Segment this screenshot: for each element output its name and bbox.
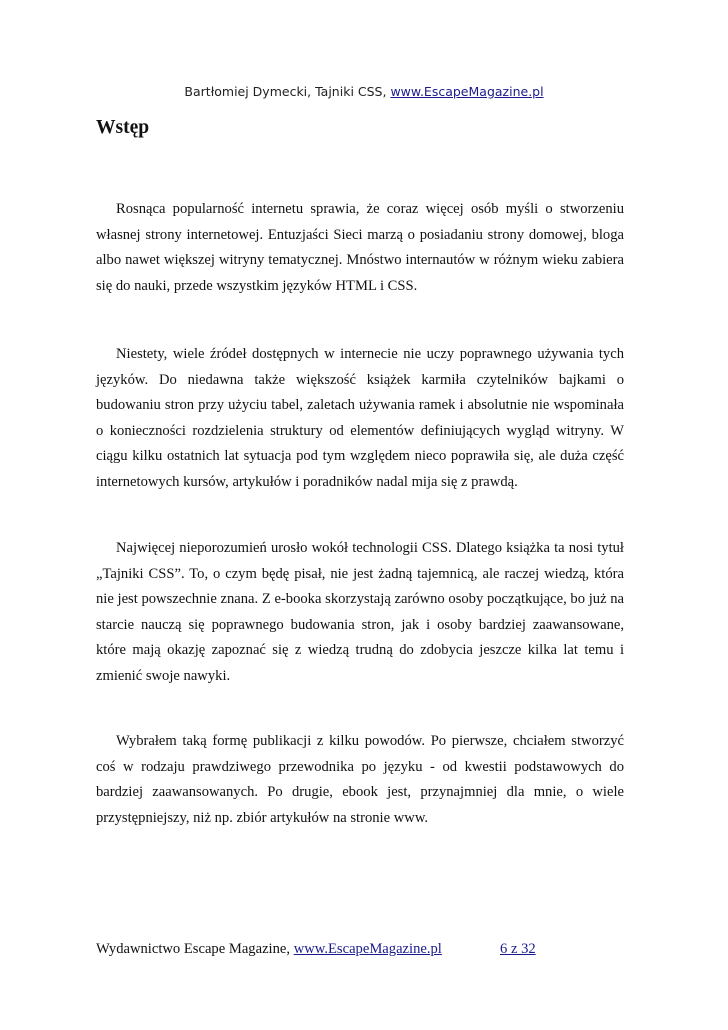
paragraph-1: Rosnąca popularność internetu sprawia, że coraz więcej osób myśli o stworzeniu własnej strony internetowej. Entuzjaści Sieci marzą o posiadaniu strony domowej, bloga albo nawet większej witryny tematycznej. Mnóstwo internautów w różnym wieku zabiera się do nauki, przede wszystkim języków HTML i CSS. — [96, 201, 624, 294]
header-author-title: Bartłomiej Dymecki, Tajniki CSS, — [184, 84, 391, 99]
paragraph-4: Wybrałem taką formę publikacji z kilku powodów. Po pierwsze, chciałem stworzyć coś w rodzaju prawdziwego przewodnika po języku - od kwestii podstawowych do bardziej zaawansowanych. Po drugie, ebook jest, przynajmniej dla mnie, o wiele przystępniejszy, niż np. zbiór artykułów na stronie www. — [96, 733, 624, 826]
header-website-link[interactable]: www.EscapeMagazine.pl — [390, 84, 544, 99]
page-number[interactable]: 6 z 32 — [500, 941, 536, 957]
page-header — [0, 84, 728, 99]
paragraph-3: Najwięcej nieporozumień urosło wokół technologii CSS. Dlatego książka ta nosi tytuł „Tajniki CSS”. To, o czym będę pisał, nie jest żadną tajemnicą, ale raczej wiedzą, która nie jest powszechnie znana. Z e-booka skorzystają zarówno osoby początkujące, bo już na starcie nauczą się poprawnego budowania stron, jak i osoby bardziej zaawansowane, które mają okazję zapoznać się z wiedzą trudną do zdobycia jeszcze kilka lat temu i zmienić swoje nawyki. — [96, 540, 624, 684]
footer-website-link[interactable]: www.EscapeMagazine.pl — [293, 941, 442, 957]
footer-publisher: Wydawnictwo Escape Magazine, — [96, 941, 294, 957]
page-title: Wstęp — [96, 117, 150, 138]
paragraph-2: Niestety, wiele źródeł dostępnych w internecie nie uczy poprawnego używania tych języków. Do niedawna także większość książek karmiła czytelników bajkami o budowaniu stron przy użyciu tabel, zaletach używania ramek i absolutnie nie wspominała o konieczności rozdzielenia struktury od elementów definiujących wygląd witryny. W ciągu kilku ostatnich lat sytuacja pod tym względem nieco poprawiła się, ale duża część internetowych kursów, artykułów i poradników nadal mija się z prawdą. — [96, 346, 624, 490]
page-footer — [96, 941, 656, 958]
